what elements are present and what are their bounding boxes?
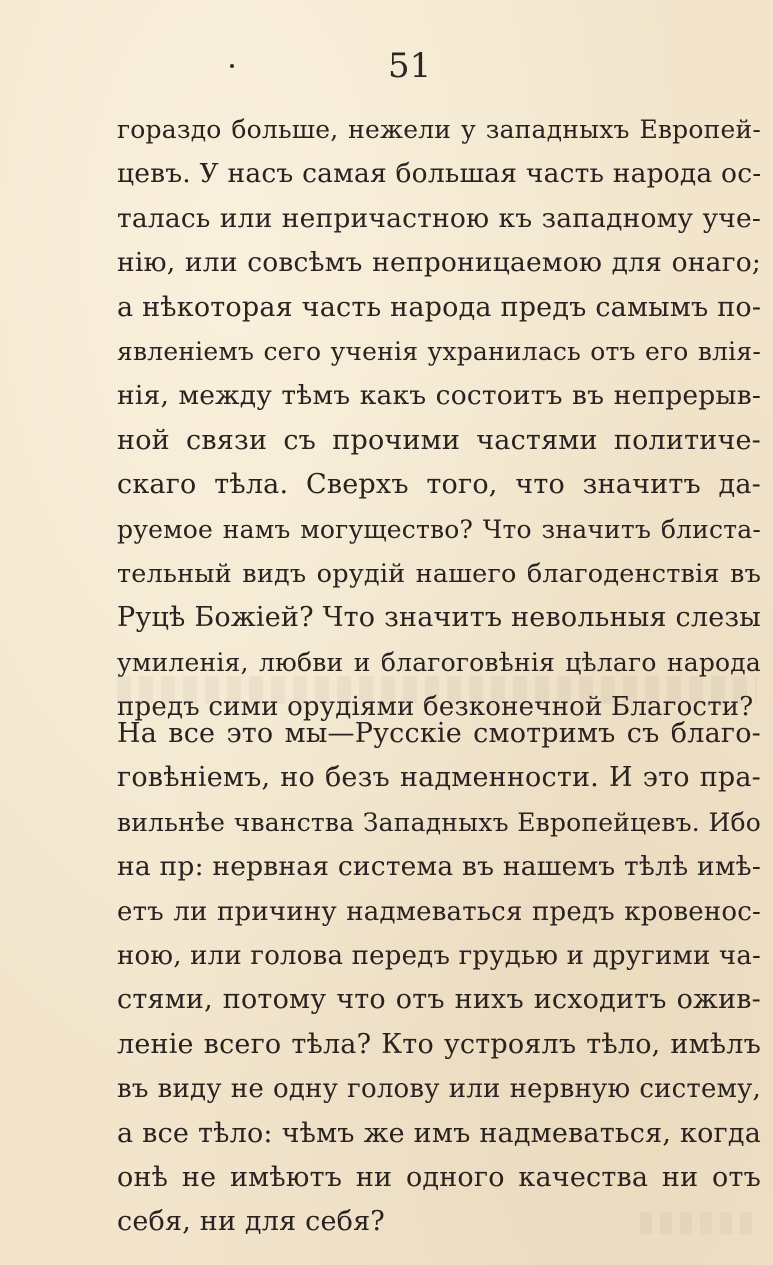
text-line: цевъ. У насъ самая большая часть народа ос- xyxy=(117,158,762,190)
printer-mark xyxy=(230,64,234,68)
text-line: а все тѣло: чѣмъ же имъ надмеваться, когда xyxy=(117,1117,761,1149)
text-line: леніе всего тѣла? Кто устроялъ тѣло, имѣлъ xyxy=(117,1028,761,1060)
text-line: на пр: нервная система въ нашемъ тѣлѣ имѣ- xyxy=(117,851,761,883)
text-line: тельный видъ орудій нашего благоденствія въ xyxy=(117,558,761,589)
text-line: ной связи съ прочими частями политиче- xyxy=(117,424,761,456)
text-line: стями, потому что отъ нихъ исходитъ ожив- xyxy=(117,984,761,1016)
text-line: гораздо больше, нежели у западныхъ Европей- xyxy=(117,115,761,144)
text-line: явленіемъ сего ученія уxранилась отъ его влія- xyxy=(117,336,761,366)
text-line: себя, ни для себя? xyxy=(117,1206,385,1238)
text-line: ною, или голова передъ грудью и другими ча- xyxy=(117,940,762,971)
text-line: На все это мы—Русскіе смотримъ съ благо- xyxy=(117,718,761,749)
text-line: предъ сими орудіями безконечной Благости? xyxy=(117,692,754,723)
text-line: скаго тѣла. Сверхъ того, что значитъ да- xyxy=(117,469,761,501)
text-line: талась или непричастною къ западному уче- xyxy=(117,202,761,234)
page-number: 51 xyxy=(388,46,432,86)
text-line: говѣніемъ, но безъ надменности. И это пра- xyxy=(117,762,761,794)
text-line: умиленія, любви и благоговѣнія цѣлаго народа xyxy=(117,647,761,677)
text-line: Руцѣ Божіей? Что значитъ невольныя слезы xyxy=(117,602,761,634)
paragraph xyxy=(117,108,761,729)
text-line: нію, или совсѣмъ непроницаемою для онаго; xyxy=(117,247,761,279)
text-line: въ виду не одну голову или нервную систему, xyxy=(117,1074,761,1105)
paragraph xyxy=(117,712,761,1245)
text-line: руемое намъ могущество? Что значитъ блиста- xyxy=(117,514,761,544)
text-line: вильнѣе чванства Западныхъ Европейцевъ. Ибо xyxy=(117,807,761,837)
text-line: онѣ не имѣютъ ни одного качества ни отъ xyxy=(117,1161,761,1193)
text-line: нія, между тѣмъ какъ состоитъ въ непрерыв- xyxy=(117,380,761,412)
text-line: а нѣкоторая часть народа предъ самымъ по- xyxy=(117,291,762,323)
text-line: етъ ли причину надмеваться предъ кровенос- xyxy=(117,896,761,927)
